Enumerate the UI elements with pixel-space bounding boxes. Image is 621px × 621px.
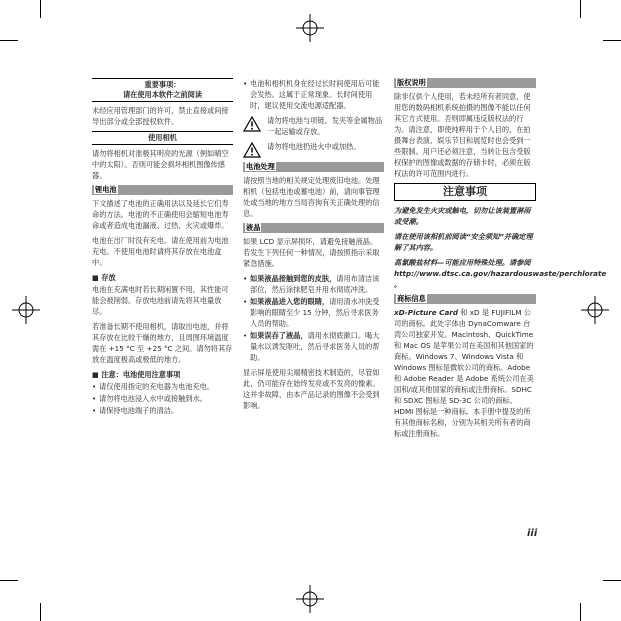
column-1	[92, 78, 233, 417]
notice-rain-text: 为避免发生火灾或触电，切勿让该装置淋雨或受潮。	[394, 206, 531, 226]
list-item-text: 请用清水冲洗受影响的眼睛至少 15 分钟，然后寻求医务人员的帮助。	[250, 297, 380, 328]
crop-mark-bottom-right-v	[580, 603, 581, 621]
caution-heading: ■ 注意：电池使用注意事项	[92, 370, 181, 379]
lcd-list	[243, 273, 384, 363]
battery-paragraph-2: 电池在出厂时没有充电。请在使用前为电池充电。不使用电池时请将其存放在电池盒中。	[92, 236, 229, 267]
copyright-paragraph: 除非仅供个人使用，若未经所有者同意，使用您的数码相机系统拍摄的图像不能以任何其它方式使用。否则即属违反版权法的行为。请注意，即使纯粹用于个人目的，在拍摄舞台表演、娱乐节目和展览时也会受到一些限制。用户还必须注意，当转让包含受版权保护的图像或数据的存储卡时，必须在版权法的许可范围内进行。	[394, 92, 531, 178]
crop-mark-top-left-v	[40, 0, 41, 18]
notice-safety-text: 请在使用该相机前阅读“安全须知”并确定理解了其内容。	[394, 232, 533, 252]
warning-fire-text: 请勿将电池扔进火中或加热。	[267, 142, 361, 151]
list-item	[243, 296, 384, 329]
list-item-bold: 如果液晶接触到您的皮肤，	[250, 274, 337, 283]
warning-triangle-icon	[243, 116, 261, 132]
trademark-section-title	[394, 294, 536, 304]
warning-triangle-icon	[243, 142, 261, 158]
list-item-bold: 如果误吞了液晶，	[250, 331, 308, 340]
lcd-label: 液晶	[246, 223, 261, 232]
column-3	[394, 78, 607, 443]
list-item: • 请勿将电池浸入水中或接触到水。	[92, 393, 233, 404]
registration-target-right	[581, 296, 609, 324]
battery-disposal-label: 电池处理	[246, 162, 275, 171]
list-item: • 电池和相机机身在经过长时间使用后可能会发热。这属于正常现象。长时间使用时，建议使用交流电源适配器。	[243, 78, 384, 111]
storage-heading: ■ 存放	[92, 273, 116, 282]
important-notice-title: 重要事项：	[144, 80, 181, 89]
copyright-label: 版权说明	[397, 78, 426, 87]
registration-target-top	[296, 14, 324, 42]
warning-metal-objects	[243, 115, 384, 137]
display-pixel-paragraph: 显示屏是使用尖端精密技术制造的，尽管如此，仍可能存在始终发亮或不发亮的像素。这并非故障，由本产品记录的图像不会受到影响。	[243, 368, 380, 410]
trademark-paragraph	[394, 307, 536, 439]
using-camera-header: 使用相机	[92, 131, 233, 145]
storage-paragraph-2: 若准备长期不使用相机，请取出电池，并将其存放在比较干燥的地方，且周围环境温度需在 +15 °C 至 +25 °C 之间。请勿将其存放在温度极高或极低的地方。	[92, 322, 233, 364]
battery-paragraph-1: 下文描述了电池的正确用法以及延长它们寿命的方法。电池的不正确使用会缩短电池寿命或者造成电池漏液、过热、火灾或爆炸。	[92, 199, 229, 230]
list-item	[243, 273, 384, 295]
export-notice-text: 未经应用管理部门的许可，禁止直接或间接导出部分或全部授权软件。	[92, 106, 229, 126]
lithium-battery-section-title	[92, 185, 233, 195]
copyright-section-title	[394, 78, 536, 88]
column-2	[243, 78, 384, 415]
disposal-paragraph: 请按照当地的相关规定处理废旧电池。处理相机（包括电池或蓄电池）前，请向事管理处或当地的地方当局咨询有关正确处理的信息。	[243, 176, 380, 218]
lcd-section-title	[243, 223, 384, 233]
storage-paragraph-1: 电池在充满电时若长期闲置不用，其性能可能会被削弱。存放电池前请先将其电量放尽。	[92, 285, 229, 316]
warning-fire	[243, 141, 384, 158]
list-item-text: 请用布清洁该部位，然后涂抹肥皂并用水彻底冲洗。	[250, 274, 380, 294]
list-item: • 请保持电池端子的清洁。	[92, 405, 233, 416]
lcd-paragraph: 如果 LCD 显示屏损坏，请避免接触液晶。若发生下列任何一种情况，请按照指示采取紧急措施。	[243, 237, 380, 268]
crop-mark-top-right-v	[580, 0, 581, 18]
registration-target-bottom	[296, 585, 324, 613]
caution-list	[92, 381, 233, 416]
crop-mark-bottom-right-h	[603, 580, 621, 581]
list-item	[243, 330, 384, 363]
trademark-label: 商标信息	[397, 294, 426, 303]
notice-perchlorate-text: 高氯酸盐材料—可能应用特殊处理。请参阅 http://www.dtsc.ca.gov/hazardouswaste/perchlorate 。	[394, 258, 607, 289]
battery-disposal-section-title	[243, 162, 384, 172]
crop-mark-top-left-h	[0, 40, 18, 41]
important-notice-header	[92, 78, 233, 102]
registration-target-left	[12, 296, 40, 324]
crop-mark-bottom-left-v	[40, 603, 41, 621]
using-camera-text: 请勿将相机对准极其明亮的光源（例如晴空中的太阳）。否则可能会损坏相机图像传感器。	[92, 149, 229, 180]
trademark-text: 和 xD 是 FUJIFILM 公司的商标。此处字体由 DynaComware 台湾公司独家开发。Macintosh、QuickTime 和 Mac OS 是苹果公司在美国和其他国家的商标。Windows 7、Windows Vista 和 Windows 图标是微软公司的商标。Adobe 和 Adobe Reader 是 Adobe 系统公司在美国和/或其他国家的商标或注册商标。SDHC 和 SDXC 图标是 SD-3C 公司的商标。HDMI 图标是一种商标。本手册中提及的所有其他商标名称，分别为其相关所有者的商标或注册商标。	[394, 308, 534, 438]
list-item: • 请仅使用指定的充电器为电池充电。	[92, 381, 233, 392]
list-item-bold: 如果液晶进入您的眼睛，	[250, 297, 330, 306]
crop-mark-top-right-h	[603, 40, 621, 41]
page-number: iii	[527, 528, 538, 539]
important-notice-subtitle: 请在使用本软件之前阅读	[122, 90, 203, 99]
notice-title-box: 注意事项	[394, 183, 536, 201]
lithium-battery-label: 锂电池	[95, 185, 117, 194]
xd-card-name: xD-Picture Card	[394, 308, 458, 317]
battery-heat-list	[243, 78, 384, 111]
warning-metal-text: 请勿将电池与项链、发夹等金属物品一起运输或存放。	[267, 116, 383, 136]
crop-mark-bottom-left-h	[0, 580, 18, 581]
list-item-text: 请用水彻底漱口。喝大量水以诱发呕吐，然后寻求医务人员的帮助。	[250, 331, 380, 362]
